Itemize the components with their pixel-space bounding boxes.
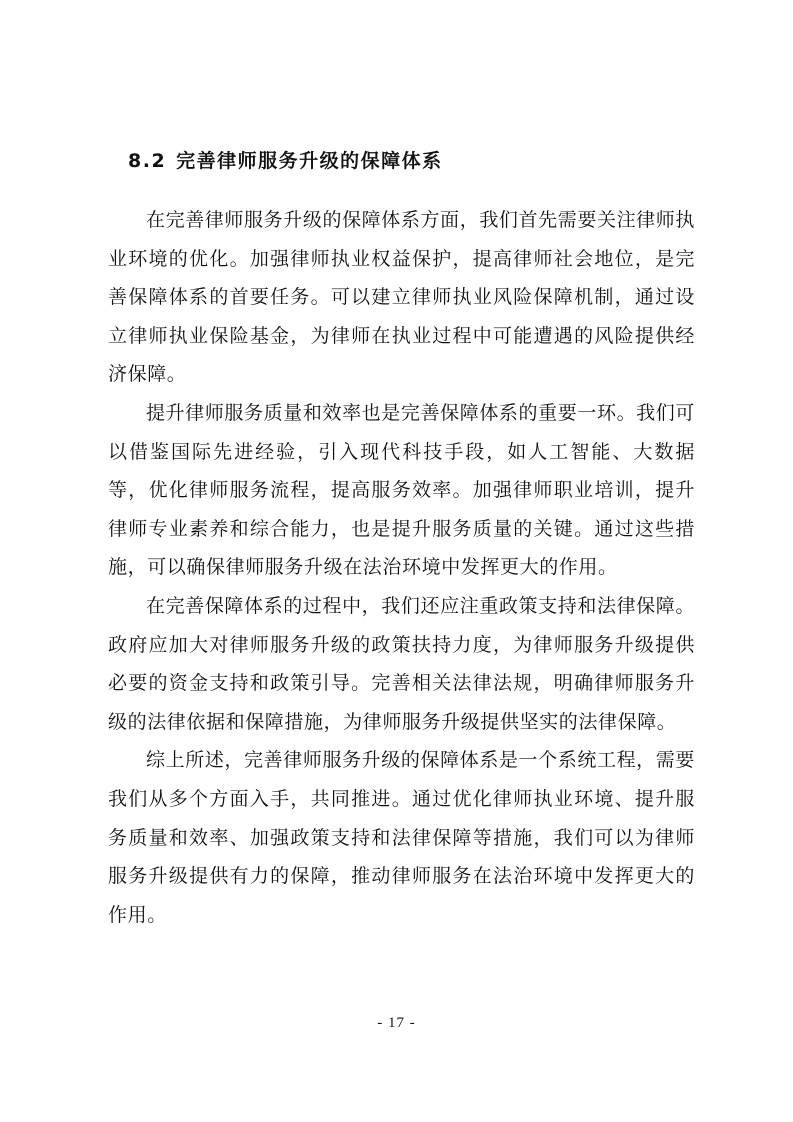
paragraph: 提升律师服务质量和效率也是完善保障体系的重要一环。我们可以借鉴国际先进经验，引入现代科技手段，如人工智能、大数据等，优化律师服务流程，提高服务效率。加强律师职业培训，提升律师专业素养和综合能力，也是提升服务质量的关键。通过这些措施，可以确保律师服务升级在法治环境中发挥更大的作用。 bbox=[108, 401, 695, 579]
page-number: - 17 - bbox=[377, 1015, 416, 1031]
paragraph: 综上所述，完善律师服务升级的保障体系是一个系统工程，需要我们从多个方面入手，共同推进。通过优化律师执业环境、提升服务质量和效率、加强政策支持和法律保障等措施，我们可以为律师服务升级提供有力的保障，推动律师服务在法治环境中发挥更大的作用。 bbox=[108, 749, 695, 926]
section-title: 完善律师服务升级的保障体系 bbox=[176, 150, 443, 172]
paragraph: 在完善保障体系的过程中，我们还应注重政策支持和法律保障。政府应加大对律师服务升级的政策扶持力度，为律师服务升级提供必要的资金支持和政策引导。完善相关法律法规，明确律师服务升级的法律依据和保障措施，为律师服务升级提供坚实的法律保障。 bbox=[108, 594, 695, 733]
paragraph: 在完善律师服务升级的保障体系方面，我们首先需要关注律师执业环境的优化。加强律师执业权益保护，提高律师社会地位，是完善保障体系的首要任务。可以建立律师执业风险保障机制，通过设立律师执业保险基金，为律师在执业过程中可能遭遇的风险提供经济保障。 bbox=[108, 209, 695, 386]
section-heading bbox=[128, 145, 443, 177]
body-text bbox=[108, 201, 695, 934]
section-number: 8.2 bbox=[128, 150, 167, 172]
